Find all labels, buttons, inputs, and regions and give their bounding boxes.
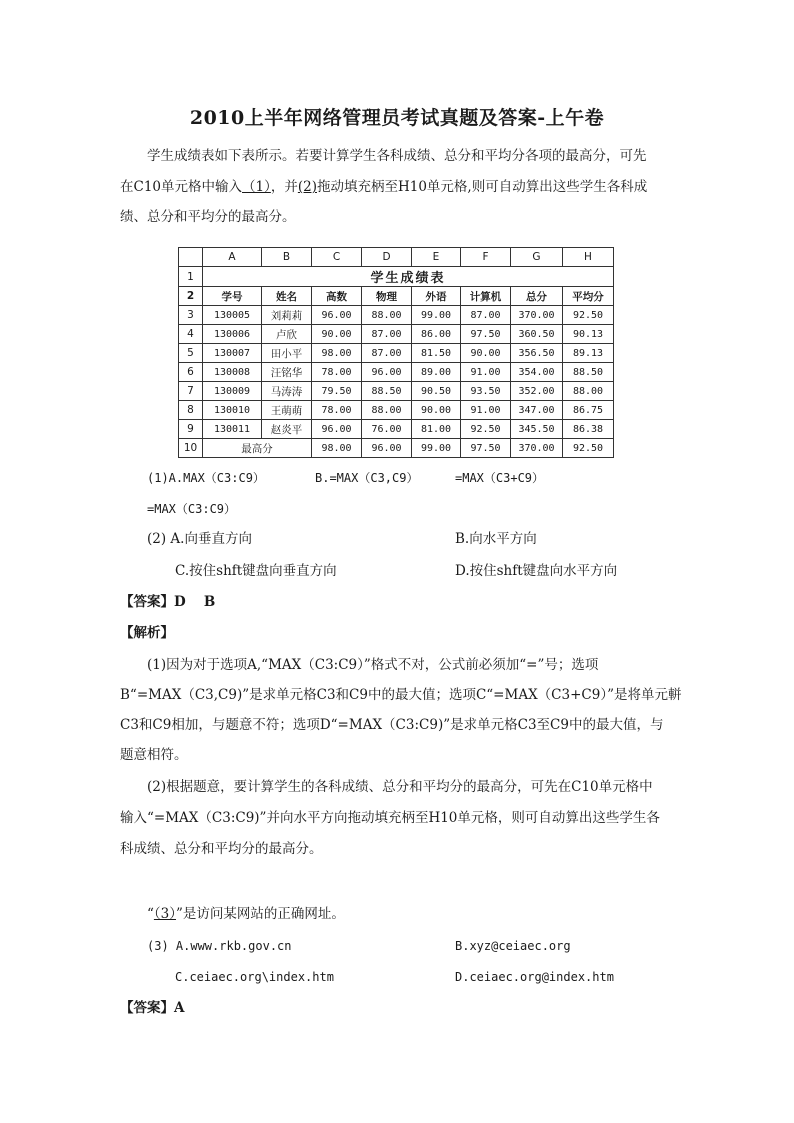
col-header: H <box>563 248 614 267</box>
table-row: 9 130011 赵炎平 96.00 76.00 81.00 92.50 345.50 86.38 <box>179 420 614 439</box>
analysis-p1-line-1: (1)因为对于选项A,“MAX（C3:C9）”格式不对，公式前必须加“=”号；选项 <box>147 657 599 673</box>
max-row: 10 最高分 98.00 96.00 99.00 97.50 370.00 92.50 <box>179 439 614 458</box>
analysis-p1-line-4: 题意相符。 <box>120 747 188 763</box>
table-row: 3 130005 刘莉莉 96.00 88.00 99.00 87.00 370.00 92.50 <box>179 306 614 325</box>
q1-option-a: (1)A.MAX（C3:C9） <box>147 471 265 485</box>
analysis-p1-line-2: B“=MAX（C3,C9)”是求单元格C3和C9中的最大值；选项C“=MAX（C3+C9）”是将单元軿 <box>120 687 682 703</box>
max-label: 最高分 <box>203 439 312 458</box>
field-header: 姓名 <box>262 287 312 306</box>
col-header: A <box>203 248 262 267</box>
blank-3: （3） <box>153 906 176 922</box>
col-header: F <box>461 248 511 267</box>
page-title: 2010上半年网络管理员考试真题及答案-上午卷 <box>189 107 605 129</box>
row-number: 2 <box>179 287 203 306</box>
analysis-p1-line-3: C3和C9相加，与题意不符；选项D“=MAX（C3:C9)”是求单元格C3至C9中的最大值，与 <box>120 717 664 733</box>
col-header: B <box>262 248 312 267</box>
q1-option-c: =MAX（C3+C9） <box>455 471 545 485</box>
col-header: E <box>412 248 461 267</box>
column-header-row <box>179 248 614 267</box>
q2-option-b: B.向水平方向 <box>455 531 537 547</box>
col-header: D <box>362 248 412 267</box>
blank-2: (2) <box>297 179 317 195</box>
field-header: 总分 <box>511 287 563 306</box>
analysis-p2-line-1: (2)根据题意，要计算学生的各科成绩、总分和平均分的最高分，可先在C10单元格中 <box>147 779 653 795</box>
q2-option-c: C.按住shft键盘向垂直方向 <box>175 563 337 579</box>
blank-1: （1） <box>242 179 271 195</box>
field-header: 物理 <box>362 287 412 306</box>
answer-3: 【答案】A <box>120 1000 185 1016</box>
analysis-p2-line-3: 科成绩、总分和平均分的最高分。 <box>120 841 323 857</box>
intro-line-2: 在C10单元格中输入（1），并(2)拖动填充柄至H10单元格,则可自动算出这些学生各科成 <box>120 179 648 195</box>
col-header: C <box>312 248 362 267</box>
q2-option-a: (2) A.向垂直方向 <box>147 531 252 547</box>
answer-1: 【答案】D B <box>120 594 216 610</box>
field-header: 学号 <box>203 287 262 306</box>
analysis-label: 【解析】 <box>120 625 174 641</box>
field-header: 外语 <box>412 287 461 306</box>
q3-option-a: (3) A.www.rkb.gov.cn <box>147 939 292 953</box>
q2-option-d: D.按住shft键盘向水平方向 <box>455 563 618 579</box>
field-header: 计算机 <box>461 287 511 306</box>
field-header: 平均分 <box>563 287 614 306</box>
sheet-title-row <box>179 267 614 287</box>
analysis-p2-line-2: 输入“=MAX（C3:C9)”并向水平方向拖动填充柄至H10单元格，则可自动算出这些学生各 <box>120 810 660 826</box>
intro-line-3: 绩、总分和平均分的最高分。 <box>120 209 296 225</box>
q1-option-b: B.=MAX（C3,C9） <box>315 471 419 485</box>
table-row: 6 130008 汪铭华 78.00 96.00 89.00 91.00 354.00 88.50 <box>179 363 614 382</box>
table-row: 4 130006 卢欣 90.00 87.00 86.00 97.50 360.50 90.13 <box>179 325 614 344</box>
field-header-row <box>179 287 614 306</box>
field-header: 高数 <box>312 287 362 306</box>
table-row: 8 130010 王萌萌 78.00 88.00 90.00 91.00 347.00 86.75 <box>179 401 614 420</box>
q1-option-d: =MAX（C3:C9） <box>147 502 237 516</box>
sheet-title: 学生成绩表 <box>203 267 614 287</box>
intro-line-1: 学生成绩表如下表所示。若要计算学生各科成绩、总分和平均分各项的最高分，可先 <box>147 148 647 164</box>
row-number: 1 <box>179 267 203 287</box>
q3-stem: “（3）”是访问某网站的正确网址。 <box>147 906 345 922</box>
table-row: 7 130009 马涛涛 79.50 88.50 90.50 93.50 352.00 88.00 <box>179 382 614 401</box>
table-row: 5 130007 田小平 98.00 87.00 81.50 90.00 356.50 89.13 <box>179 344 614 363</box>
col-header: G <box>511 248 563 267</box>
q3-option-b: B.xyz@ceiaec.org <box>455 939 571 953</box>
score-spreadsheet <box>178 247 614 458</box>
q3-option-c: C.ceiaec.org\index.htm <box>175 970 334 984</box>
q3-option-d: D.ceiaec.org@index.htm <box>455 970 614 984</box>
